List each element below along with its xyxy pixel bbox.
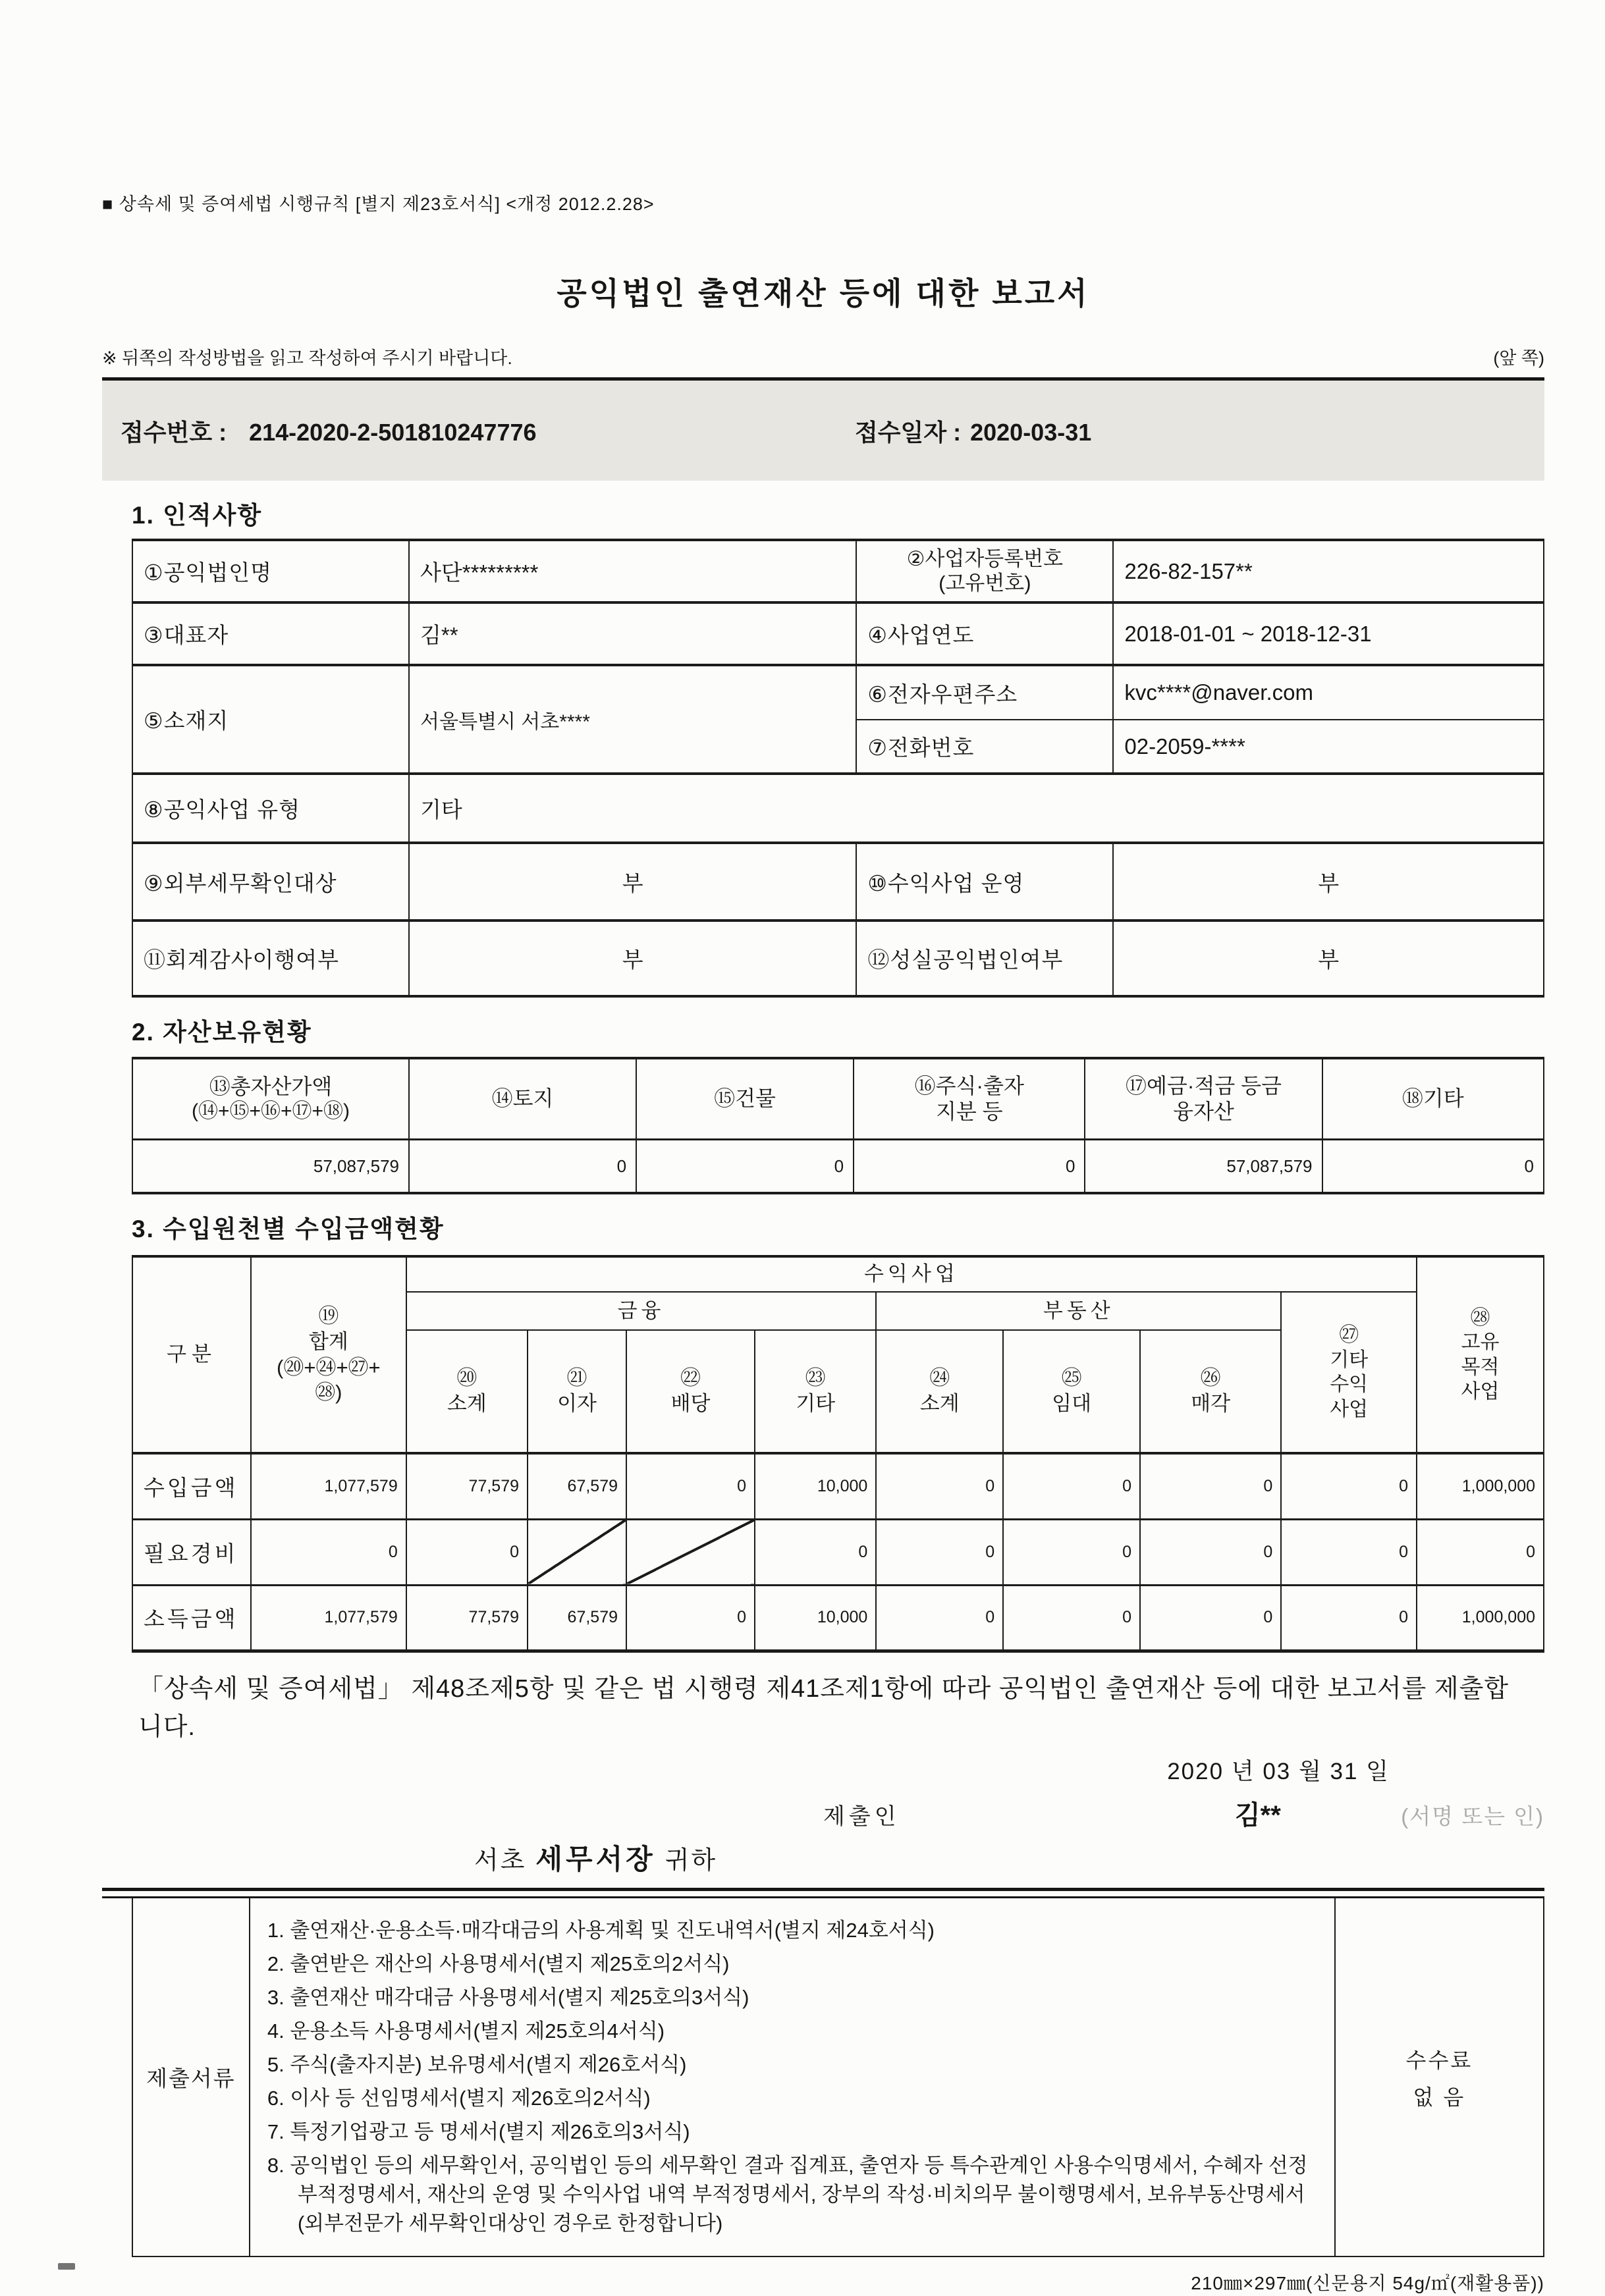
other-revenue-line2: 기타 [1330, 1348, 1369, 1371]
table-row [132, 843, 1544, 921]
land-value: 0 [409, 1140, 636, 1194]
cell-value: 1,077,579 [251, 1585, 406, 1651]
attachments-table [132, 1898, 1544, 2257]
fin-etc-num: ㉓ [805, 1366, 826, 1390]
asset-holdings-table [132, 1057, 1544, 1194]
cell-value: 77,579 [406, 1585, 528, 1651]
phone-value: 02-2059-**** [1113, 720, 1544, 774]
dividend-header [626, 1330, 755, 1453]
income-amount-row [132, 1453, 1544, 1519]
signature-note: (서명 또는 인) [1401, 1804, 1544, 1829]
other-revenue-header [1281, 1292, 1417, 1453]
instruction-text: ※ 뒤쪽의 작성방법을 읽고 작성하여 주시기 바랍니다. [102, 348, 512, 368]
external-tax-check-label: ⑨외부세무확인대상 [132, 843, 409, 921]
cell-value: 1,000,000 [1417, 1453, 1544, 1519]
email-label: ⑥전자우편주소 [856, 665, 1113, 720]
fin-etc-label: 기타 [796, 1392, 836, 1415]
dividend-label: 배당 [670, 1392, 711, 1415]
finance-header: 금융 [406, 1292, 877, 1330]
total-assets-header-line2: (⑭+⑮+⑯+⑰+⑱) [191, 1100, 350, 1123]
fee-line2: 없 음 [1413, 2085, 1466, 2109]
attachment-item: 4. 운용소득 사용명세서(별지 제25호의4서식) [267, 2019, 665, 2043]
cell-value: 10,000 [755, 1585, 876, 1651]
total-assets-value: 57,087,579 [132, 1140, 409, 1194]
address-label: ⑤소재지 [132, 665, 409, 774]
deposit-header-line1: ⑰예금·적금 등금 [1125, 1073, 1282, 1098]
external-tax-check-value: 부 [409, 843, 856, 921]
submitter-line [102, 1794, 1544, 1829]
table-row [132, 921, 1544, 996]
biz-reg-label-line2: (고유번호) [939, 571, 1031, 595]
receipt-band [102, 381, 1544, 481]
cell-value: 0 [1003, 1585, 1140, 1651]
proper-purpose-line3: 목적 [1461, 1356, 1500, 1378]
cell-value: 0 [1281, 1519, 1417, 1585]
audit-value: 부 [409, 921, 856, 996]
profit-business-value: 부 [1113, 843, 1544, 921]
re-subtotal-header [876, 1330, 1003, 1453]
receipt-date-value: 2020-03-31 [970, 418, 1092, 446]
re-subtotal-num: ㉔ [929, 1366, 950, 1390]
row-label: 필요경비 [132, 1519, 251, 1585]
email-value: kvc****@naver.com [1113, 665, 1544, 720]
business-year-label: ④사업연도 [856, 602, 1113, 665]
fin-etc-header [755, 1330, 876, 1453]
other-revenue-line1: ㉗ [1339, 1324, 1359, 1346]
table-row [132, 665, 1544, 720]
sincere-corp-label: ⑫성실공익법인여부 [856, 921, 1113, 996]
total-assets-header [132, 1058, 409, 1140]
total-header-line2: 합계 [308, 1329, 348, 1353]
stock-header-line1: ⑯주식·출자 [914, 1073, 1024, 1098]
total-header-line1: ⑲ [318, 1304, 339, 1327]
section3-heading: 3. 수입원천별 수입금액현황 [132, 1215, 445, 1242]
fee-cell [1335, 1898, 1544, 2256]
paper-spec-note: 210㎜×297㎜(신문용지 54g/㎡(재활용품)) [1191, 2273, 1544, 2294]
proper-purpose-line2: 고유 [1461, 1331, 1500, 1353]
business-type-label: ⑧공익사업 유형 [132, 774, 409, 843]
cell-value: 0 [876, 1453, 1003, 1519]
cell-value: 67,579 [528, 1453, 626, 1519]
address-value: 서울특별시 서초**** [409, 665, 856, 774]
revenue-business-header: 수익사업 [406, 1256, 1417, 1292]
business-type-value: 기타 [409, 774, 1544, 843]
attachment-item: 2. 출연받은 재산의 사용명세서(별지 제25호의2서식) [267, 1952, 730, 1976]
deposit-value: 57,087,579 [1085, 1140, 1322, 1194]
building-header: ⑮건물 [636, 1058, 854, 1140]
attachment-item: 1. 출연재산·운용소득·매각대금의 사용계획 및 진도내역서(별지 제24호서식) [267, 1919, 935, 1942]
etc-value: 0 [1322, 1140, 1544, 1194]
declaration-statement: 「상속세 및 증여세법」 제48조제5항 및 같은 법 시행령 제41조제1항에 따라 공익법인 출연재산 등에 대한 보고서를 제출합니다. [138, 1674, 1510, 1742]
representative-value: 김** [409, 602, 856, 665]
cell-value: 1,077,579 [251, 1453, 406, 1519]
cell-value: 0 [876, 1519, 1003, 1585]
sale-header [1140, 1330, 1281, 1453]
cell-value: 10,000 [755, 1453, 876, 1519]
total-header [251, 1256, 406, 1453]
row-label: 수입금액 [132, 1453, 251, 1519]
corp-name-value: 사단********* [409, 540, 856, 602]
attachment-item: 5. 주식(출자지분) 보유명세서(별지 제26호서식) [267, 2053, 687, 2077]
scan-artifact [58, 2263, 75, 2270]
interest-num: ㉑ [566, 1366, 587, 1390]
dividend-num: ㉒ [680, 1366, 701, 1390]
receipt-date [855, 414, 1544, 448]
cell-value: 0 [1140, 1453, 1281, 1519]
form-reference-line: ■ 상속세 및 증여세법 시행규칙 [별지 제23호서식] <개정 2012.2.28> [102, 194, 655, 214]
receipt-date-label: 접수일자 : [855, 418, 962, 446]
receipt-number [102, 414, 855, 448]
cell-value: 0 [406, 1519, 528, 1585]
receipt-number-label: 접수번호 : [121, 418, 227, 446]
rent-header [1003, 1330, 1140, 1453]
stock-header-line2: 지분 등 [935, 1100, 1003, 1123]
attachment-item: 3. 출연재산 매각대금 사용명세서(별지 제25호의3서식) [267, 1986, 749, 2010]
total-header-line3: (⑳+㉔+㉗+ [277, 1355, 381, 1379]
table-row [132, 540, 1544, 602]
recipient-suffix: 귀하 [665, 1847, 718, 1875]
attachment-item: 8. 공익법인 등의 세무확인서, 공익법인 등의 세무확인 결과 집계표, 출연자 등 특수관계인 사용수익명세서, 수혜자 선정 부적정명세서, 재산의 운영 및 수익사업 내역 부적정명세서, 장부의 작성·비치의무 불이행명세서, 보유부동산명세서(외부전문가 세무확인대상인 경우로 한정합니다) [267, 2154, 1308, 2235]
profit-business-label: ⑩수익사업 운영 [856, 843, 1113, 921]
row-label: 소득금액 [132, 1585, 251, 1651]
table-header-row [132, 1058, 1544, 1140]
cell-value-na [626, 1519, 755, 1585]
total-header-line4: ㉘) [315, 1381, 342, 1404]
fin-subtotal-num: ⑳ [456, 1366, 477, 1390]
table-row [132, 774, 1544, 843]
double-rule [102, 1888, 1544, 1898]
rent-num: ㉕ [1061, 1366, 1082, 1390]
personal-info-table [132, 539, 1544, 998]
audit-label: ⑪회계감사이행여부 [132, 921, 409, 996]
fin-subtotal-header [406, 1330, 528, 1453]
cell-value: 77,579 [406, 1453, 528, 1519]
cell-value: 0 [251, 1519, 406, 1585]
phone-label: ⑦전화번호 [856, 720, 1113, 774]
cell-value: 67,579 [528, 1585, 626, 1651]
table-row [132, 1898, 1544, 2256]
table-row [132, 602, 1544, 665]
declaration-date: 2020 년 03 월 31 일 [1167, 1759, 1390, 1785]
cell-value: 0 [1281, 1453, 1417, 1519]
total-assets-header-line1: ⑬총자산가액 [209, 1075, 333, 1099]
sale-num: ㉖ [1200, 1366, 1221, 1390]
attachment-item: 6. 이사 등 선임명세서(별지 제26호의2서식) [267, 2087, 651, 2110]
submitter-label: 제출인 [823, 1804, 900, 1830]
recipient-line [102, 1838, 1544, 1877]
cell-value: 1,000,000 [1417, 1585, 1544, 1651]
business-year-value: 2018-01-01 ~ 2018-12-31 [1113, 602, 1544, 665]
section1-heading: 1. 인적사항 [132, 502, 263, 529]
fee-line1: 수수료 [1405, 2048, 1473, 2072]
real-estate-header: 부동산 [876, 1292, 1281, 1330]
gubun-header: 구분 [132, 1256, 251, 1453]
building-value: 0 [636, 1140, 854, 1194]
cell-value: 0 [1140, 1519, 1281, 1585]
proper-purpose-line1: ㉘ [1470, 1306, 1490, 1329]
re-subtotal-label: 소계 [919, 1392, 960, 1415]
submitter-name: 김** [1235, 1801, 1281, 1830]
deposit-header-line2: 융자산 [1173, 1100, 1234, 1123]
table-row [132, 1140, 1544, 1194]
form-content [102, 190, 1544, 2295]
cell-value: 0 [626, 1453, 755, 1519]
biz-reg-label [856, 540, 1113, 602]
cell-value-na [528, 1519, 626, 1585]
corp-name-label: ①공익법인명 [132, 540, 409, 602]
table-header-row [132, 1256, 1544, 1292]
attachments-label: 제출서류 [132, 1898, 250, 2256]
cell-value: 0 [876, 1585, 1003, 1651]
page-title: 공익법인 출연재산 등에 대한 보고서 [557, 276, 1090, 311]
cell-value: 0 [1281, 1585, 1417, 1651]
sale-label: 매각 [1191, 1392, 1231, 1415]
interest-header [528, 1330, 626, 1453]
necessary-expenses-row [132, 1519, 1544, 1585]
other-revenue-line3: 수익 [1330, 1374, 1369, 1395]
cell-value: 0 [1417, 1519, 1544, 1585]
biz-reg-label-line1: ②사업자등록번호 [906, 547, 1064, 570]
deposit-header [1085, 1058, 1322, 1140]
income-by-source-table [132, 1255, 1544, 1653]
cell-value: 0 [1140, 1585, 1281, 1651]
stock-value: 0 [854, 1140, 1085, 1194]
section2-heading: 2. 자산보유현황 [132, 1019, 312, 1046]
recipient-title: 세무서장 [535, 1844, 656, 1875]
etc-header: ⑱기타 [1322, 1058, 1544, 1140]
income-net-row [132, 1585, 1544, 1651]
instruction-row [102, 344, 1544, 369]
attachment-item: 7. 특정기업광고 등 명세서(별지 제26호의3서식) [267, 2120, 690, 2144]
other-revenue-line4: 사업 [1330, 1398, 1369, 1420]
sincere-corp-value: 부 [1113, 921, 1544, 996]
cell-value: 0 [626, 1585, 755, 1651]
cell-value: 0 [1003, 1519, 1140, 1585]
page-side-label: (앞 쪽) [1493, 348, 1544, 368]
proper-purpose-header [1417, 1256, 1544, 1453]
attachments-list [250, 1898, 1335, 2256]
receipt-number-value: 214-2020-2-501810247776 [249, 418, 537, 446]
stock-header [854, 1058, 1085, 1140]
recipient-prefix: 서초 [474, 1847, 527, 1875]
fin-subtotal-label: 소계 [447, 1392, 487, 1415]
cell-value: 0 [755, 1519, 876, 1585]
biz-reg-value: 226-82-157** [1113, 540, 1544, 602]
land-header: ⑭토지 [409, 1058, 636, 1140]
rent-label: 임대 [1052, 1392, 1092, 1415]
proper-purpose-line4: 사업 [1461, 1381, 1500, 1402]
cell-value: 0 [1003, 1453, 1140, 1519]
interest-label: 이자 [557, 1392, 597, 1415]
representative-label: ③대표자 [132, 602, 409, 665]
